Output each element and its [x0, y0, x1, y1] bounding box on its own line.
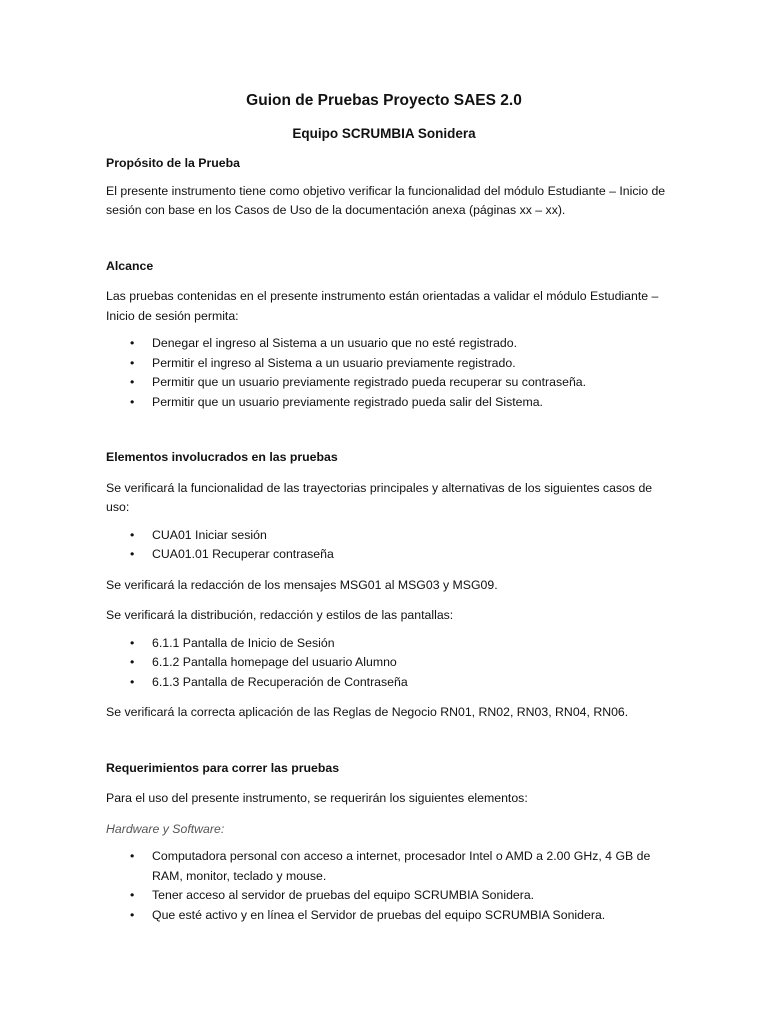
document-title: Guion de Pruebas Proyecto SAES 2.0: [246, 92, 522, 109]
bullet-icon: •: [130, 355, 135, 370]
section-heading-proposito: Propósito de la Prueba: [106, 156, 240, 170]
requerimientos-list: [106, 847, 676, 925]
list-item-text: Permitir que un usuario previamente registrado pueda recuperar su contraseña.: [152, 375, 587, 389]
proposito-paragraph: El presente instrumento tiene como objetivo verificar la funcionalidad del módulo Estudiante – Inicio de sesión con base en los Casos de Uso de la documentación anexa (páginas xx – xx).: [106, 183, 666, 217]
list-item-text: Computadora personal con acceso a internet, procesador Intel o AMD a 2.00 GHz, 4 GB de RAM, monitor, teclado y mouse.: [152, 849, 651, 883]
bullet-icon: •: [130, 907, 135, 922]
list-item: [106, 545, 676, 565]
document-subtitle: Equipo SCRUMBIA Sonidera: [292, 126, 476, 141]
bullet-icon: •: [130, 888, 135, 902]
bullet-icon: •: [130, 655, 135, 669]
list-item: [106, 906, 676, 926]
document-body: [106, 154, 676, 925]
list-item: [106, 634, 676, 654]
list-item-text: CUA01 Iniciar sesión: [152, 527, 267, 542]
list-item-text: 6.1.2 Pantalla homepage del usuario Alumno: [152, 655, 397, 669]
requerimientos-paragraph: Para el uso del presente instrumento, se requerirán los siguientes elementos:: [106, 791, 528, 805]
bullet-icon: •: [130, 336, 135, 350]
section-heading-requerimientos: Requerimientos para correr las pruebas: [106, 760, 340, 775]
section-heading-alcance: Alcance: [106, 258, 154, 273]
bullet-icon: •: [130, 547, 135, 561]
bullet-icon: •: [130, 527, 135, 542]
list-item-text: Tener acceso al servidor de pruebas del equipo SCRUMBIA Sonidera.: [152, 888, 535, 902]
list-item: [106, 354, 676, 374]
list-item-text: Que esté activo y en línea el Servidor de pruebas del equipo SCRUMBIA Sonidera.: [152, 907, 606, 922]
bullet-icon: •: [130, 394, 135, 409]
casos-list: [106, 526, 676, 565]
list-item-text: Permitir que un usuario previamente registrado pueda salir del Sistema.: [152, 394, 543, 409]
hardware-software-subheading: Hardware y Software:: [106, 821, 225, 836]
list-item: [106, 847, 676, 886]
alcance-paragraph: Las pruebas contenidas en el presente instrumento están orientadas a validar el módulo Estudiante – Inicio de sesión permita:: [106, 289, 659, 323]
elementos-paragraph: Se verificará la funcionalidad de las trayectorias principales y alternativas de los siguientes casos de uso:: [106, 480, 653, 514]
list-item-text: 6.1.1 Pantalla de Inicio de Sesión: [152, 635, 335, 650]
pantallas-list: [106, 634, 676, 693]
list-item: [106, 393, 676, 413]
reglas-paragraph: Se verificará la correcta aplicación de las Reglas de Negocio RN01, RN02, RN03, RN04, RN06.: [106, 705, 629, 719]
list-item-text: Permitir el ingreso al Sistema a un usuario previamente registrado.: [152, 355, 516, 370]
bullet-icon: •: [130, 674, 135, 689]
bullet-icon: •: [130, 635, 135, 650]
alcance-list: [106, 334, 676, 412]
bullet-icon: •: [130, 849, 135, 863]
list-item-text: CUA01.01 Recuperar contraseña: [152, 547, 334, 561]
list-item: [106, 526, 676, 546]
pantallas-intro: Se verificará la distribución, redacción y estilos de las pantallas:: [106, 608, 454, 622]
list-item-text: 6.1.3 Pantalla de Recuperación de Contraseña: [152, 674, 408, 689]
section-heading-elementos: Elementos involucrados en las pruebas: [106, 450, 338, 464]
list-item-text: Denegar el ingreso al Sistema a un usuario que no esté registrado.: [152, 336, 518, 350]
list-item: [106, 673, 676, 693]
list-item: [106, 334, 676, 354]
list-item: [106, 373, 676, 393]
bullet-icon: •: [130, 375, 135, 389]
list-item: [106, 886, 676, 906]
list-item: [106, 653, 676, 673]
mensajes-paragraph: Se verificará la redacción de los mensajes MSG01 al MSG03 y MSG09.: [106, 577, 498, 592]
